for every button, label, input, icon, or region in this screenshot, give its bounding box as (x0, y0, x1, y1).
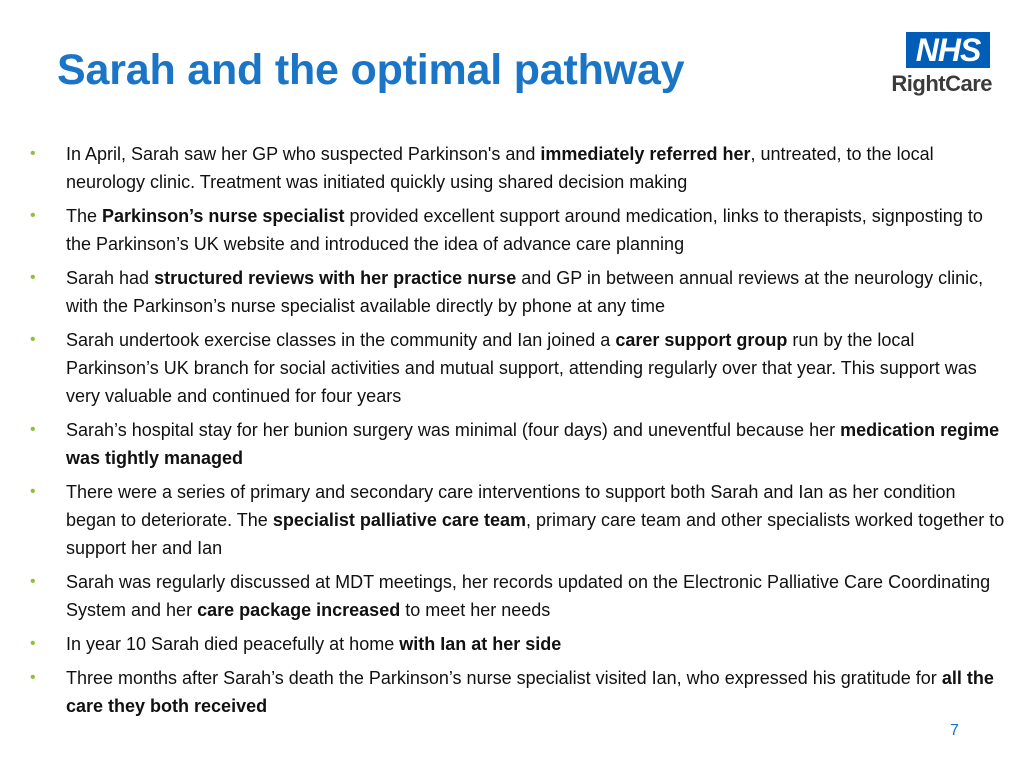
bullet-item (30, 140, 1005, 196)
bullet-emphasis: Parkinson’s nurse specialist (102, 206, 345, 226)
bullet-text (66, 482, 1004, 558)
bullet-segment: Sarah undertook exercise classes in the community and Ian joined a (66, 330, 616, 350)
bullet-emphasis: care package increased (197, 600, 401, 620)
bullet-text (66, 268, 983, 316)
bullet-list (30, 140, 1005, 726)
bullet-segment: and GP in between annual reviews at the neurology clinic, with the Parkinson’s nurse specialist available directly by phone at any time (66, 268, 984, 316)
bullet-item (30, 202, 1005, 258)
bullet-segment: Sarah’s hospital stay for her bunion surgery was minimal (four days) and uneventful because her (66, 420, 841, 440)
bullet-text (66, 668, 994, 716)
bullet-icon: • (30, 331, 36, 348)
bullet-item (30, 568, 1005, 624)
bullet-emphasis: immediately referred her (540, 144, 751, 164)
bullet-segment: run by the local Parkinson’s UK branch for social activities and mutual support, attending regularly over that year. This support was very valuable and continued for four years (66, 330, 977, 406)
nhs-rightcare-logo (886, 32, 992, 98)
nhs-logo-box: NHS (906, 32, 990, 68)
bullet-segment: Sarah was regularly discussed at MDT meetings, her records updated on the Electronic Palliative Care Coordinating System and her (66, 572, 991, 620)
bullet-segment: The (66, 206, 103, 226)
bullet-item (30, 664, 1005, 720)
rightcare-logo-text: RightCare (891, 71, 992, 96)
bullet-icon: • (30, 483, 36, 500)
bullet-segment: provided excellent support around medication, links to therapists, signposting to the Parkinson’s UK website and introduced the idea of advance care planning (66, 206, 983, 254)
bullet-icon: • (30, 669, 36, 686)
bullet-segment: Sarah had (66, 268, 155, 288)
bullet-emphasis: carer support group (615, 330, 788, 350)
bullet-icon: • (30, 635, 36, 652)
bullet-segment: In year 10 Sarah died peacefully at home (66, 634, 400, 654)
bullet-text (66, 330, 977, 406)
bullet-icon: • (30, 573, 36, 590)
bullet-icon: • (30, 207, 36, 224)
bullet-text (66, 144, 934, 192)
bullet-segment: , untreated, to the local neurology clinic. Treatment was initiated quickly using shared decision making (66, 144, 934, 192)
bullet-item (30, 478, 1005, 562)
bullet-text (66, 206, 983, 254)
bullet-segment: There were a series of primary and secondary care interventions to support both Sarah and Ian as her condition began to deteriorate. The (66, 482, 956, 530)
page-number: 7 (950, 722, 959, 739)
bullet-emphasis: structured reviews with her practice nurse (154, 268, 517, 288)
bullet-icon: • (30, 421, 36, 438)
bullet-text (66, 420, 999, 468)
bullet-icon: • (30, 145, 36, 162)
bullet-segment: , primary care team and other specialists worked together to support her and Ian (66, 510, 1005, 558)
bullet-emphasis: with Ian at her side (399, 634, 562, 654)
bullet-emphasis: medication regime was tightly managed (66, 420, 1000, 468)
slide-title: Sarah and the optimal pathway (57, 46, 685, 94)
bullet-segment: to meet her needs (400, 600, 551, 620)
bullet-text (66, 634, 561, 654)
bullet-item (30, 264, 1005, 320)
bullet-emphasis: specialist palliative care team (272, 510, 526, 530)
bullet-item (30, 326, 1005, 410)
bullet-segment: In April, Sarah saw her GP who suspected Parkinson's and (66, 144, 541, 164)
bullet-emphasis: all the care they both received (66, 668, 994, 716)
bullet-item (30, 416, 1005, 472)
bullet-segment: Three months after Sarah’s death the Parkinson’s nurse specialist visited Ian, who expressed his gratitude for (66, 668, 942, 688)
bullet-icon: • (30, 269, 36, 286)
bullet-text (66, 572, 990, 620)
bullet-item (30, 630, 1005, 658)
